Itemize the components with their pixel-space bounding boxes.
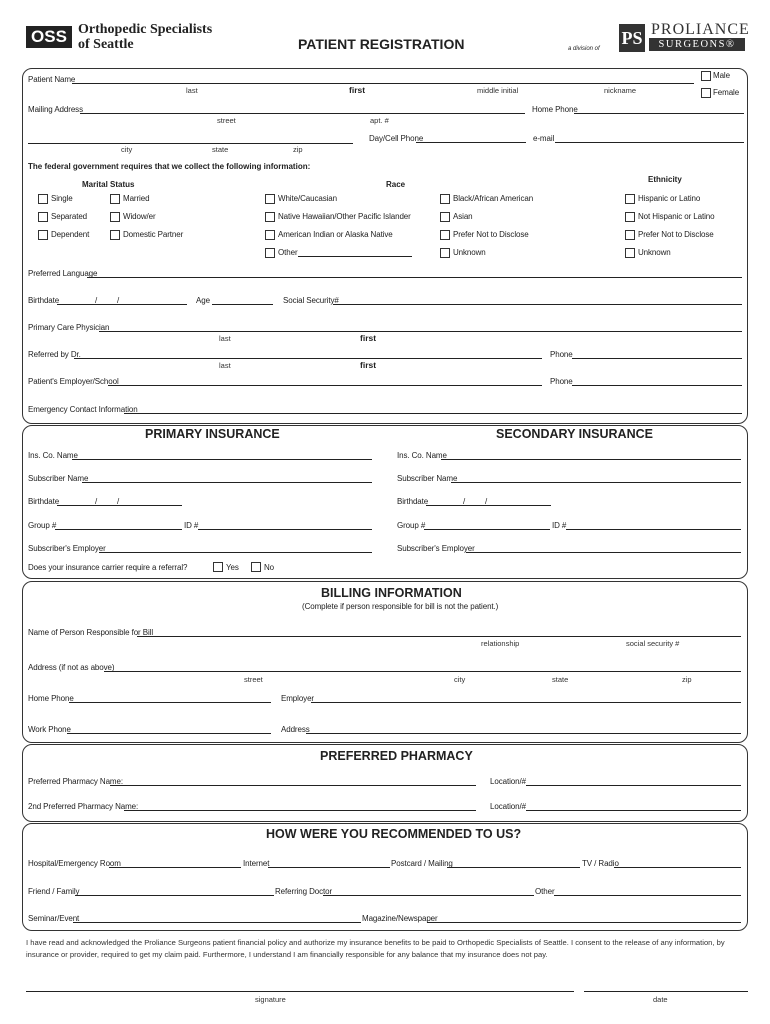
race-heading: Race [386, 180, 406, 189]
pharmacy-loc1-field[interactable] [526, 785, 741, 786]
tv-label: TV / Radio [582, 859, 619, 868]
billing-emp-address-label: Address [281, 725, 310, 734]
billing-work-phone-field[interactable] [67, 733, 271, 734]
page-title: PATIENT REGISTRATION [298, 36, 465, 52]
race-black-label: Black/African American [453, 194, 534, 203]
race-black-checkbox[interactable] [440, 194, 450, 204]
consent-paragraph: I have read and acknowledged the Proliance Surgeons patient financial policy and authorize my insurance benefits to be paid to Orthopedic Specialists of Seattle. I consent to the release of any information, by insurance or provider, required to get my claim paid. Furthermore, I understand I am financially responsible for any balance that my insurance does not pay. [26, 938, 725, 959]
primary-id-label: ID # [184, 521, 199, 530]
referred-first-label: first [360, 360, 377, 370]
magazine-label: Magazine/Newspaper [362, 914, 438, 923]
partner-name: PROLIANCE [651, 21, 750, 38]
billing-address-label: Address (if not as above) [28, 663, 115, 672]
male-label: Male [713, 71, 730, 80]
billing-street-label: street [244, 675, 263, 684]
responsible-label: Name of Person Responsible for Bill [28, 628, 154, 637]
pharmacy-loc1-label: Location/# [490, 777, 526, 786]
race-asian-checkbox[interactable] [440, 212, 450, 222]
billing-city-label: city [454, 675, 466, 684]
secondary-birthdate-slash-2: / [485, 497, 488, 506]
hospital-field[interactable] [109, 867, 241, 868]
primary-subscriber-field[interactable] [82, 482, 372, 483]
pharmacy-heading: PREFERRED PHARMACY [320, 749, 473, 763]
cell-phone-label: Day/Cell Phone [369, 134, 424, 143]
magazine-field[interactable] [427, 922, 741, 923]
primary-group-field[interactable] [55, 529, 182, 530]
friend-field[interactable] [75, 895, 274, 896]
billing-work-phone-label: Work Phone [28, 725, 71, 734]
last-label: last [186, 86, 198, 95]
partner-subname: SURGEONS® [649, 38, 745, 51]
race-unknown-checkbox[interactable] [440, 248, 450, 258]
race-hawaiian-checkbox[interactable] [265, 212, 275, 222]
domestic-partner-label: Domestic Partner [123, 230, 184, 239]
org-name-line2: of Seattle [78, 37, 134, 52]
birthdate-label: Birthdate [28, 296, 60, 305]
city-label: city [121, 145, 133, 154]
race-white-label: White/Caucasian [278, 194, 337, 203]
mailing-address-field[interactable] [80, 113, 525, 114]
widower-checkbox[interactable] [110, 212, 120, 222]
patient-name-field[interactable] [72, 83, 694, 84]
pharmacy-name1-label: Preferred Pharmacy Name: [28, 777, 123, 786]
secondary-employer-label: Subscriber's Employer [397, 544, 475, 553]
date-label: date [653, 995, 668, 1004]
ssn-field[interactable] [333, 304, 742, 305]
primary-birthdate-slash-1: / [95, 497, 98, 506]
nickname-label: nickname [604, 86, 637, 95]
pharmacy-name1-field[interactable] [110, 785, 476, 786]
male-checkbox[interactable] [701, 71, 711, 81]
primary-co-name-field[interactable] [72, 459, 372, 460]
pharmacy-name2-label: 2nd Preferred Pharmacy Name: [28, 802, 139, 811]
pharmacy-loc2-field[interactable] [526, 810, 741, 811]
referring-doctor-label: Referring Doctor [275, 887, 333, 896]
internet-label: Internet [243, 859, 270, 868]
secondary-id-label: ID # [552, 521, 567, 530]
referred-phone-label: Phone [550, 350, 573, 359]
referral-yes-checkbox[interactable] [213, 562, 223, 572]
secondary-group-label: Group # [397, 521, 426, 530]
referral-no-label: No [264, 563, 275, 572]
referred-last-label: last [219, 361, 231, 370]
not-hispanic-checkbox[interactable] [625, 212, 635, 222]
secondary-subscriber-label: Subscriber Name [397, 474, 458, 483]
race-asian-label: Asian [453, 212, 473, 221]
ethnicity-prefer-not-label: Prefer Not to Disclose [638, 230, 714, 239]
primary-birthdate-label: Birthdate [28, 497, 60, 506]
referral-yes-label: Yes [226, 563, 239, 572]
race-other-checkbox[interactable] [265, 248, 275, 258]
language-label: Preferred Language [28, 269, 98, 278]
billing-home-phone-field[interactable] [69, 702, 271, 703]
federal-heading: The federal government requires that we collect the following information: [28, 162, 311, 171]
hispanic-label: Hispanic or Latino [638, 194, 701, 203]
separated-label: Separated [51, 212, 88, 221]
primary-birthdate-slash-2: / [117, 497, 120, 506]
employer-phone-label: Phone [550, 377, 573, 386]
pcp-first-label: first [360, 333, 377, 343]
middle-label: middle initial [477, 86, 519, 95]
pcp-field[interactable] [99, 331, 742, 332]
ethnicity-unknown-label: Unknown [638, 248, 671, 257]
primary-group-label: Group # [28, 521, 57, 530]
tv-field[interactable] [614, 867, 741, 868]
primary-co-name-label: Ins. Co. Name [28, 451, 78, 460]
referral-no-checkbox[interactable] [251, 562, 261, 572]
billing-employer-field[interactable] [311, 702, 741, 703]
mailing-address-label: Mailing Address [28, 105, 83, 114]
internet-field[interactable] [268, 867, 390, 868]
signature-field[interactable] [26, 991, 574, 992]
primary-subscriber-label: Subscriber Name [28, 474, 89, 483]
billing-emp-address-field[interactable] [306, 733, 741, 734]
race-other-label: Other [278, 248, 298, 257]
primary-insurance-heading: PRIMARY INSURANCE [145, 427, 280, 441]
billing-address-field[interactable] [104, 671, 741, 672]
billing-state-label: state [552, 675, 569, 684]
billing-home-phone-label: Home Phone [28, 694, 74, 703]
referred-label: Referred by Dr. [28, 350, 81, 359]
age-field[interactable] [212, 304, 273, 305]
relationship-label: relationship [481, 639, 520, 648]
ssn-label: Social Security# [283, 296, 339, 305]
city-state-zip-field[interactable] [28, 143, 353, 144]
referral-question: Does your insurance carrier require a referral? [28, 563, 188, 572]
date-field[interactable] [584, 991, 748, 992]
email-field[interactable] [555, 142, 744, 143]
pharmacy-loc2-label: Location/# [490, 802, 526, 811]
race-american-indian-label: American Indian or Alaska Native [278, 230, 393, 239]
ethnicity-unknown-checkbox[interactable] [625, 248, 635, 258]
ethnicity-prefer-not-checkbox[interactable] [625, 230, 635, 240]
billing-note: (Complete if person responsible for bill is not the patient.) [302, 602, 499, 611]
org-name [78, 22, 212, 52]
apt-label: apt. # [370, 116, 389, 125]
pharmacy-name2-field[interactable] [124, 810, 476, 811]
emergency-label: Emergency Contact Information [28, 405, 138, 414]
race-american-indian-checkbox[interactable] [265, 230, 275, 240]
postcard-label: Postcard / Mailing [391, 859, 453, 868]
language-field[interactable] [87, 277, 742, 278]
race-unknown-label: Unknown [453, 248, 486, 257]
secondary-co-name-field[interactable] [441, 459, 741, 460]
responsible-field[interactable] [137, 636, 741, 637]
secondary-insurance-heading: SECONDARY INSURANCE [496, 427, 653, 441]
hispanic-checkbox[interactable] [625, 194, 635, 204]
secondary-co-name-label: Ins. Co. Name [397, 451, 447, 460]
secondary-employer-field[interactable] [466, 552, 741, 553]
secondary-birthdate-field[interactable] [426, 505, 551, 506]
single-label: Single [51, 194, 73, 203]
domestic-partner-checkbox[interactable] [110, 230, 120, 240]
marital-heading: Marital Status [82, 180, 135, 189]
race-prefer-not-label: Prefer Not to Disclose [453, 230, 529, 239]
primary-employer-label: Subscriber's Employer [28, 544, 106, 553]
billing-zip-label: zip [682, 675, 692, 684]
race-other-field[interactable] [298, 256, 412, 257]
referring-doctor-field[interactable] [323, 895, 534, 896]
birthdate-field[interactable] [57, 304, 187, 305]
race-prefer-not-checkbox[interactable] [440, 230, 450, 240]
other-field[interactable] [554, 895, 741, 896]
primary-id-field[interactable] [198, 529, 372, 530]
female-checkbox[interactable] [701, 88, 711, 98]
secondary-id-field[interactable] [566, 529, 741, 530]
patient-name-label: Patient Name [28, 75, 76, 84]
birthdate-slash-1: / [95, 296, 98, 305]
referred-field[interactable] [74, 358, 542, 359]
billing-employer-label: Employer [281, 694, 314, 703]
emergency-field[interactable] [124, 413, 742, 414]
home-phone-label: Home Phone [532, 105, 578, 114]
single-checkbox[interactable] [38, 194, 48, 204]
secondary-birthdate-label: Birthdate [397, 497, 429, 506]
secondary-birthdate-slash-1: / [463, 497, 466, 506]
state-label: state [212, 145, 229, 154]
zip-label: zip [293, 145, 303, 154]
dependent-checkbox[interactable] [38, 230, 48, 240]
separated-checkbox[interactable] [38, 212, 48, 222]
female-label: Female [713, 88, 740, 97]
age-label: Age [196, 296, 210, 305]
race-hawaiian-label: Native Hawaiian/Other Pacific Islander [278, 212, 411, 221]
widower-label: Widow/er [123, 212, 156, 221]
seminar-field[interactable] [73, 922, 361, 923]
secondary-group-field[interactable] [424, 529, 550, 530]
hospital-label: Hospital/Emergency Room [28, 859, 121, 868]
street-label: street [217, 116, 236, 125]
proliance-logo-icon: PS [619, 24, 645, 52]
employer-label: Patient's Employer/School [28, 377, 119, 386]
cell-phone-field[interactable] [416, 142, 526, 143]
pcp-last-label: last [219, 334, 231, 343]
home-phone-field[interactable] [574, 113, 744, 114]
secondary-subscriber-field[interactable] [451, 482, 741, 483]
recommended-heading: HOW WERE YOU RECOMMENDED TO US? [266, 827, 522, 841]
primary-employer-field[interactable] [99, 552, 372, 553]
org-name-line1: Orthopedic Specialists [78, 22, 213, 37]
employer-field[interactable] [108, 385, 542, 386]
referred-phone-field[interactable] [572, 358, 742, 359]
pcp-label: Primary Care Physician [28, 323, 110, 332]
billing-ssn-label: social security # [626, 639, 680, 648]
employer-phone-field[interactable] [572, 385, 742, 386]
email-label: e-mail [533, 134, 555, 143]
billing-heading: BILLING INFORMATION [321, 586, 462, 600]
postcard-field[interactable] [447, 867, 580, 868]
ethnicity-heading: Ethnicity [648, 175, 682, 184]
friend-label: Friend / Family [28, 887, 80, 896]
division-text: a division of [568, 46, 600, 52]
signature-label: signature [255, 995, 286, 1004]
seminar-label: Seminar/Event [28, 914, 80, 923]
race-white-checkbox[interactable] [265, 194, 275, 204]
primary-birthdate-field[interactable] [57, 505, 182, 506]
birthdate-slash-2: / [117, 296, 120, 305]
married-label: Married [123, 194, 150, 203]
insurance-section [22, 425, 748, 579]
not-hispanic-label: Not Hispanic or Latino [638, 212, 715, 221]
married-checkbox[interactable] [110, 194, 120, 204]
other-label: Other [535, 887, 555, 896]
first-label: first [349, 85, 366, 95]
oss-logo: OSS [26, 26, 72, 48]
dependent-label: Dependent [51, 230, 90, 239]
